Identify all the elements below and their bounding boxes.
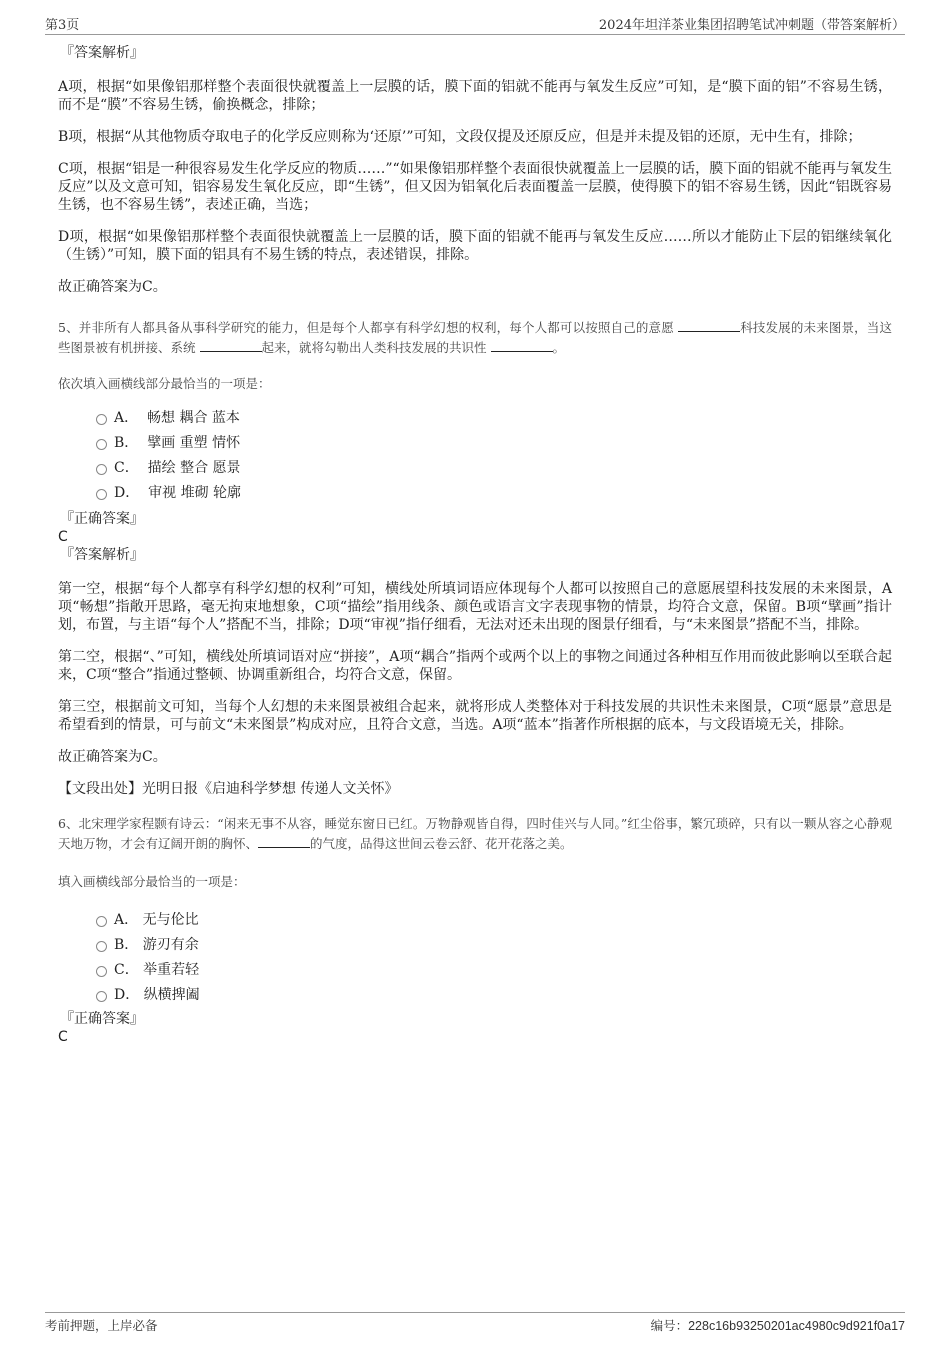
q4-analysis-c: C项，根据“铝是一种很容易发生化学反应的物质……”“如果像铝那样整个表面很快就覆盖上一层膜的话，膜下面的铝就不能再与氧发生反应”以及文意可知，铝容易发生氧化反应，即“生锈”，但又因为铝氧化后表面覆盖一层膜，使得膜下的铝不容易生锈，因此“铝既容易生锈，也不容易生锈”，表述正确，当选； [58, 161, 892, 213]
q5-blank-3 [491, 339, 553, 352]
q6-option-d[interactable]: D． 纵横捭阖 [58, 983, 892, 1008]
radio-icon[interactable] [96, 941, 107, 952]
document-code: 编号：228c16b93250201ac4980c9d921f0a17 [650, 1318, 905, 1333]
radio-icon[interactable] [96, 991, 107, 1002]
radio-icon[interactable] [96, 916, 107, 927]
page-header [45, 14, 905, 35]
q6-prompt: 填入画横线部分最恰当的一项是： [58, 874, 246, 889]
q4-analysis-title: 『答案解析』 [60, 45, 144, 61]
q6-blank-1 [258, 835, 310, 848]
q6-option-b[interactable]: B． 游刃有余 [58, 933, 892, 958]
q5-analysis-3: 第三空，根据前文可知，当每个人幻想的未来图景被组合起来，就将形成人类整体对于科技发展的共识性未来图景，C项“愿景”意思是希望看到的情景，可与前文“未来图景”构成对应，且符合文意，当选。A项“蓝本”指著作所根据的底本，与文段语境无关，排除。 [58, 699, 892, 733]
q6-answer-title: 『正确答案』 [60, 1011, 144, 1027]
radio-icon[interactable] [96, 414, 107, 425]
q6-option-a[interactable]: A． 无与伦比 [58, 908, 892, 933]
q6-options [58, 908, 892, 1008]
q6-option-c[interactable]: C． 举重若轻 [58, 958, 892, 983]
q4-analysis-a: A项，根据“如果像铝那样整个表面很快就覆盖上一层膜的话，膜下面的铝就不能再与氧发生反应”可知，是“膜下面的铝”不容易生锈，而不是“膜”不容易生锈，偷换概念，排除； [58, 79, 892, 113]
page-footer [45, 1312, 905, 1335]
document-title: 2024年坦洋茶业集团招聘笔试冲刺题（带答案解析） [598, 18, 905, 33]
q5-source: 【文段出处】光明日报《启迪科学梦想 传递人文关怀》 [58, 781, 399, 797]
radio-icon[interactable] [96, 489, 107, 500]
radio-icon[interactable] [96, 464, 107, 475]
q5-answer-title: 『正确答案』 [60, 511, 144, 527]
q5-stem: 5、并非所有人都具备从事科学研究的能力，但是每个人都享有科学幻想的权利，每个人都可以按照自己的意愿 科技发展的未来图景，当这些图景被有机拼接、系统 起来，就将勾勒出人类科技发展的共识性 。 [58, 320, 892, 355]
radio-icon[interactable] [96, 966, 107, 977]
q5-option-d[interactable]: D． 审视 堆砌 轮廓 [58, 481, 892, 506]
q4-conclusion: 故正确答案为C。 [58, 279, 167, 295]
q4-analysis-d: D项，根据“如果像铝那样整个表面很快就覆盖上一层膜的话，膜下面的铝就不能再与氧发生反应……所以才能防止下层的铝继续氧化（生锈）”可知，膜下面的铝具有不易生锈的特点，表述错误，排除。 [58, 229, 892, 263]
q5-conclusion: 故正确答案为C。 [58, 749, 167, 765]
q5-answer: C [58, 529, 68, 545]
q5-blank-1 [678, 319, 740, 332]
footer-slogan: 考前押题，上岸必备 [45, 1318, 158, 1333]
q5-analysis-1: 第一空，根据“每个人都享有科学幻想的权利”可知，横线处所填词语应体现每个人都可以按照自己的意愿展望科技发展的未来图景，A项“畅想”指敞开思路，毫无拘束地想象，C项“描绘”指用线条、颜色或语言文字表现事物的情景，均符合文意，保留。B项“擘画”指计划，布置，与主语“每个人”搭配不当，排除；D项“审视”指仔细看，无法对还未出现的图景仔细看，与“未来图景”搭配不当，排除。 [58, 581, 892, 633]
q5-option-a[interactable]: A． 畅想 耦合 蓝本 [58, 406, 892, 431]
q4-analysis-b: B项，根据“从其他物质夺取电子的化学反应则称为‘还原’”可知，文段仅提及还原反应，但是并未提及铝的还原，无中生有，排除； [58, 129, 862, 145]
page-number: 第3页 [45, 18, 80, 33]
q5-option-c[interactable]: C． 描绘 整合 愿景 [58, 456, 892, 481]
q5-prompt: 依次填入画横线部分最恰当的一项是： [58, 376, 271, 391]
q5-option-b[interactable]: B． 擘画 重塑 情怀 [58, 431, 892, 456]
q5-options [58, 406, 892, 506]
q5-blank-2 [200, 339, 262, 352]
q6-stem: 6、北宋理学家程颢有诗云：“闲来无事不从容，睡觉东窗日已红。万物静观皆自得，四时佳兴与人同。”红尘俗事，繁冗琐碎，只有以一颗从容之心静观天地万物，才会有辽阔开朗的胸怀、 的气度，品得这世间云卷云舒、花开花落之美。 [58, 816, 892, 851]
radio-icon[interactable] [96, 439, 107, 450]
q5-analysis-2: 第二空，根据“、”可知，横线处所填词语对应“拼接”，A项“耦合”指两个或两个以上的事物之间通过各种相互作用而彼此影响以至联合起来，C项“整合”指通过整顿、协调重新组合，均符合文意，保留。 [58, 649, 892, 683]
q5-analysis-title: 『答案解析』 [60, 547, 144, 563]
q6-answer: C [58, 1029, 68, 1045]
page-content [58, 44, 892, 1046]
